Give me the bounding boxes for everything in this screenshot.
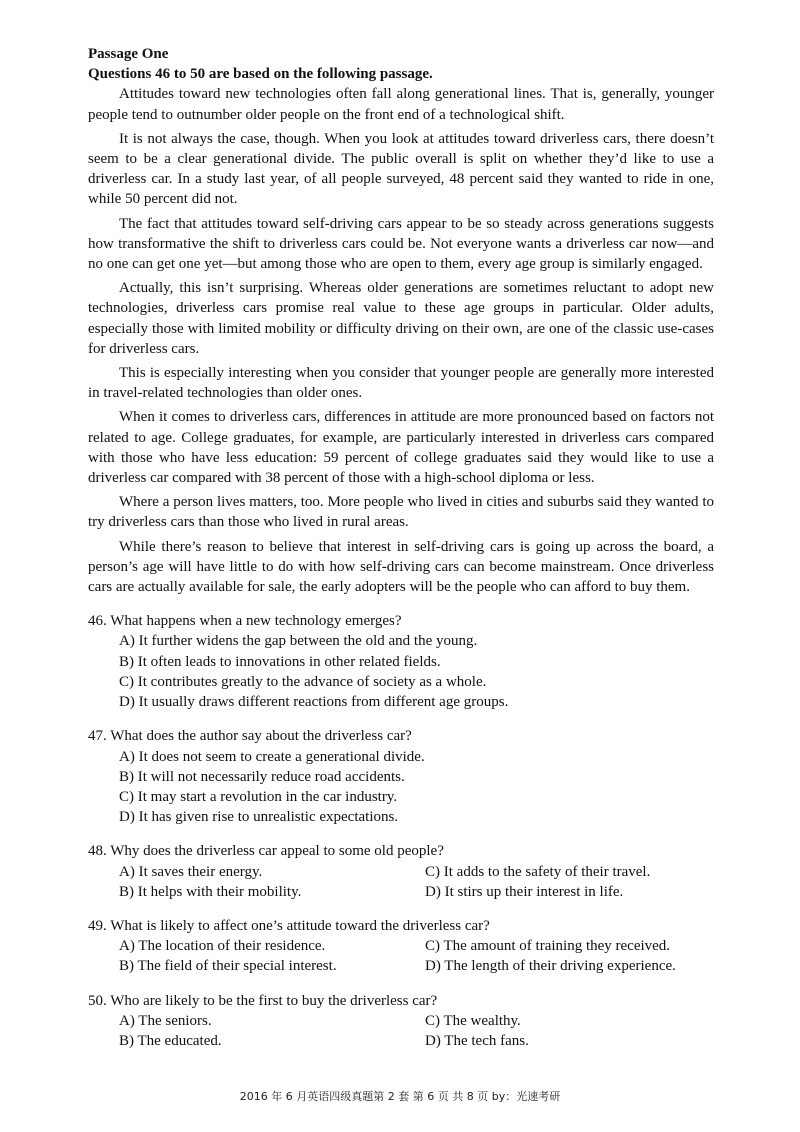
option-a: A) The seniors. (119, 1012, 212, 1029)
option-grid (119, 936, 714, 976)
option-grid (119, 862, 714, 902)
option-b: B) The educated. (119, 1032, 222, 1049)
paragraph-5: This is especially interesting when you consider that younger people are generally more interested in travel-related technologies than older ones. (88, 365, 714, 402)
option-b: B) It helps with their mobility. (119, 883, 302, 900)
passage-instructions: Questions 46 to 50 are based on the following passage. (88, 66, 433, 83)
question-stem: 46. What happens when a new technology emerges? (88, 613, 402, 630)
option-a: A) It further widens the gap between the old and the young. (119, 633, 478, 650)
option-b: B) The field of their special interest. (119, 958, 337, 975)
option-c: C) The amount of training they received. (425, 938, 671, 955)
paragraph-6: When it comes to driverless cars, differences in attitude are more pronounced based on factors not related to age. College graduates, for example, are particularly interested in driverless cars compared with those who have less education: 59 percent of college graduates said they would like to use a driverless car compared with 38 percent of those with a high-school diploma or less. (88, 409, 714, 487)
option-a: A) It saves their energy. (119, 863, 263, 880)
question-47 (88, 726, 714, 827)
page-footer: 2016 年 6 月英语四级真题第 2 套 第 6 页 共 8 页 by：光速考研 (239, 1090, 561, 1103)
option-c: C) It may start a revolution in the car industry. (119, 788, 398, 805)
option-d: D) The length of their driving experience. (425, 958, 676, 975)
option-grid (119, 1011, 714, 1051)
option-d: D) It has given rise to unrealistic expectations. (119, 809, 399, 826)
question-46 (88, 611, 714, 712)
paragraph-3: The fact that attitudes toward self-driving cars appear to be so steady across generations suggests how transformative the shift to driverless cars could be. Not everyone wants a driverless car now—and no one can get one yet—but among those who are open to them, every age group is similarly engaged. (88, 215, 714, 273)
paragraph-1: Attitudes toward new technologies often fall along generational lines. That is, generally, younger people tend to outnumber older people on the front end of a technological shift. (88, 86, 714, 123)
option-d: D) It usually draws different reactions from different age groups. (119, 694, 509, 711)
paragraph-8: While there’s reason to believe that interest in self-driving cars is going up across the board, a person’s age will have little to do with how self-driving cars can become mainstream. Once driverless cars are actually available for sale, the early adopters will be the people who can afford to buy them. (88, 538, 714, 596)
option-d: D) It stirs up their interest in life. (425, 883, 624, 900)
passage-title: Passage One (88, 46, 169, 62)
option-d: D) The tech fans. (425, 1032, 529, 1049)
question-50 (88, 991, 714, 1052)
question-stem: 50. Who are likely to be the first to buy the driverless car? (88, 992, 438, 1009)
option-c: C) It adds to the safety of their travel. (425, 863, 651, 880)
question-48 (88, 841, 714, 902)
paragraph-2: It is not always the case, though. When you look at attitudes toward driverless cars, there doesn’t seem to be a clear generational divide. The public overall is split on whether they’d like to use a driverless car. In a study last year, of all people surveyed, 48 percent said they wanted to ride in one, while 50 percent did not. (88, 130, 714, 208)
paragraph-7: Where a person lives matters, too. More people who lived in cities and suburbs said they wanted to try driverless cars than those who lived in rural areas. (88, 494, 714, 531)
option-c: C) It contributes greatly to the advance of society as a whole. (119, 673, 487, 690)
question-stem: 47. What does the author say about the driverless car? (88, 728, 412, 745)
option-b: B) It will not necessarily reduce road accidents. (119, 768, 405, 785)
question-49 (88, 916, 714, 977)
option-a: A) It does not seem to create a generational divide. (119, 748, 425, 765)
option-a: A) The location of their residence. (119, 938, 326, 955)
exam-page (88, 44, 714, 1051)
question-stem: 49. What is likely to affect one’s attitude toward the driverless car? (88, 917, 490, 934)
paragraph-4: Actually, this isn’t surprising. Whereas older generations are sometimes reluctant to adopt new technologies, driverless cars promise real value to these age groups in particular. Older adults, especially those with limited mobility or difficulty driving on their own, are one of the classic use-cases for driverless cars. (88, 280, 714, 357)
question-stem: 48. Why does the driverless car appeal to some old people? (88, 843, 444, 860)
option-b: B) It often leads to innovations in other related fields. (119, 653, 441, 670)
option-c: C) The wealthy. (425, 1012, 521, 1029)
